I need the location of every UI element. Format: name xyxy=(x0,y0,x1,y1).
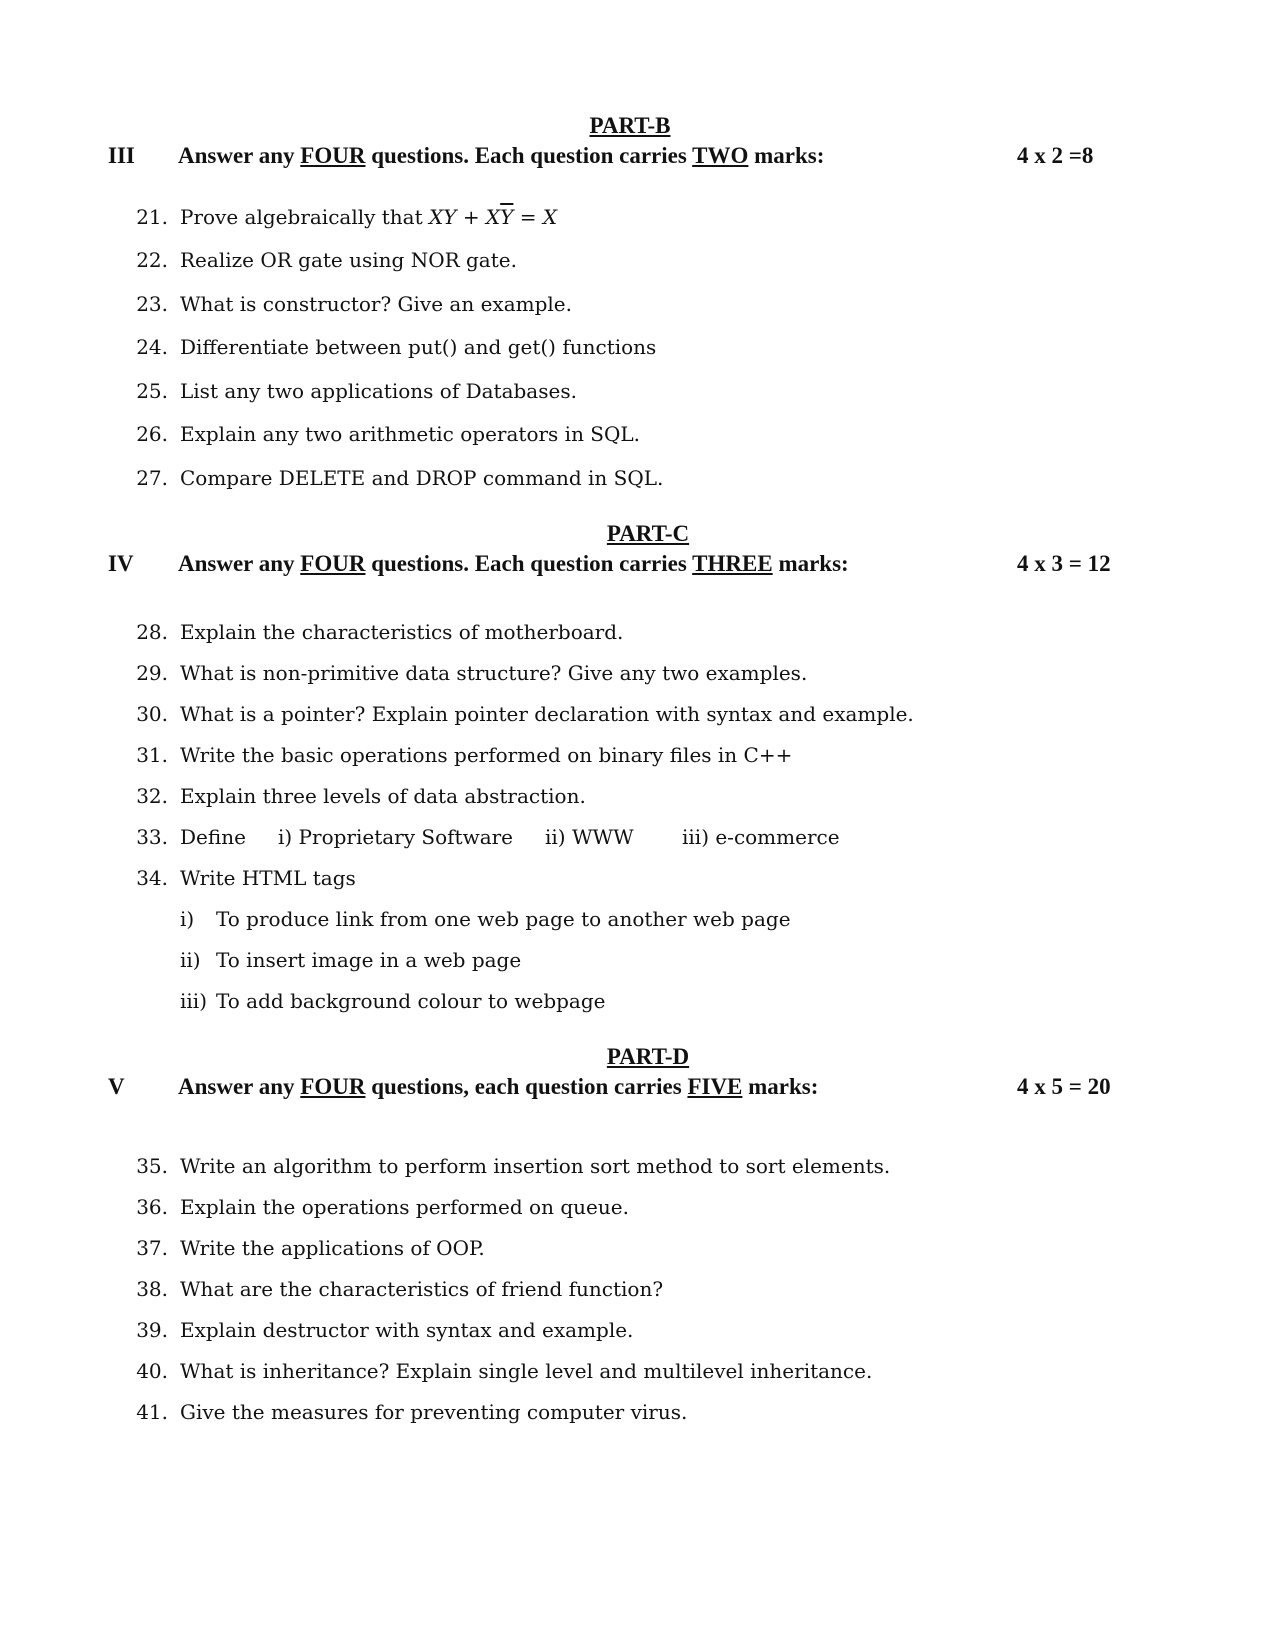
question-text: Explain any two arithmetic operators in SQL. xyxy=(180,422,641,446)
question-text: Explain the operations performed on queue. xyxy=(180,1195,629,1219)
subpart-text: To add background colour to webpage xyxy=(216,989,606,1013)
question-text: What are the characteristics of friend function? xyxy=(180,1277,664,1301)
question-number: 37. xyxy=(136,1236,168,1260)
define-item-i: i) Proprietary Software xyxy=(278,825,514,849)
subpart-label: ii) xyxy=(180,948,201,972)
question-number: 30. xyxy=(136,702,168,726)
question-text: What is non-primitive data structure? Give any two examples. xyxy=(180,661,808,685)
question-text: Explain three levels of data abstraction. xyxy=(180,784,586,808)
question-number: 29. xyxy=(136,661,168,685)
question-text: List any two applications of Databases. xyxy=(180,378,577,403)
question-number: 40. xyxy=(136,1359,168,1383)
define-item-ii: ii) WWW xyxy=(545,825,634,849)
question-number: 27. xyxy=(136,465,168,490)
question-number: 22. xyxy=(136,248,168,272)
subpart-label: i) xyxy=(180,907,195,931)
subpart-text: To insert image in a web page xyxy=(216,948,522,972)
part-d-title: PART-D xyxy=(606,1044,690,1069)
part-b-title: PART-B xyxy=(589,113,671,138)
question-text: What is a pointer? Explain pointer declaration with syntax and example. xyxy=(180,702,914,726)
part-d-marks: 4 x 5 = 20 xyxy=(1017,1074,1111,1099)
question-number: 21. xyxy=(136,205,168,229)
define-label: Define xyxy=(180,825,246,849)
question-text: What is inheritance? Explain single level and multilevel inheritance. xyxy=(180,1359,873,1383)
question-text: What is constructor? Give an example. xyxy=(180,291,572,316)
question-number: 31. xyxy=(136,743,168,767)
part-b-instruction: Answer any FOUR questions. Each question carries TWO marks: xyxy=(178,143,825,168)
question-number: 38. xyxy=(136,1277,168,1301)
part-d-instruction: Answer any FOUR questions, each question carries FIVE marks: xyxy=(178,1074,819,1099)
part-c-marks: 4 x 3 = 12 xyxy=(1017,551,1111,576)
boolean-expression: XY + $X\overline{Y} = X$ xyxy=(429,205,558,229)
question-number: 23. xyxy=(136,291,168,316)
question-34-subpart xyxy=(180,948,521,972)
subpart-text: To produce link from one web page to another web page xyxy=(216,907,791,931)
part-c-instruction: Answer any FOUR questions. Each question carries THREE marks: xyxy=(178,551,849,576)
question-text: Prove algebraically that XY + $X\overline{Y} = X$ xyxy=(180,205,558,229)
question-number: 25. xyxy=(136,378,168,403)
question-number: 36. xyxy=(136,1195,168,1219)
question-text: Write HTML tags xyxy=(180,866,356,890)
question-text: Give the measures for preventing computer virus. xyxy=(180,1400,688,1424)
question-34-subpart xyxy=(180,989,605,1013)
question-text: Realize OR gate using NOR gate. xyxy=(180,248,517,272)
question-number: 39. xyxy=(136,1318,168,1342)
question-number: 28. xyxy=(136,620,168,644)
section-number-iv: IV xyxy=(108,551,134,576)
question-text: Explain the characteristics of motherboard. xyxy=(180,620,624,644)
part-b-marks: 4 x 2 =8 xyxy=(1017,143,1094,168)
question-text: Explain destructor with syntax and example. xyxy=(180,1318,634,1342)
question-number: 33. xyxy=(136,825,168,849)
subpart-label: iii) xyxy=(180,989,207,1013)
define-item-iii: iii) e-commerce xyxy=(682,825,840,849)
question-number: 34. xyxy=(136,866,168,890)
question-text: Write an algorithm to perform insertion sort method to sort elements. xyxy=(180,1154,891,1178)
question-number: 32. xyxy=(136,784,168,808)
question-text: Differentiate between put() and get() functions xyxy=(180,335,657,359)
question-number: 24. xyxy=(136,335,168,359)
question-number: 26. xyxy=(136,422,168,446)
question-34-subpart xyxy=(180,907,791,931)
section-number-v: V xyxy=(108,1074,125,1099)
question-text: Write the applications of OOP. xyxy=(180,1236,485,1260)
section-number-iii: III xyxy=(108,143,135,168)
question-number: 35. xyxy=(136,1154,168,1178)
question-text: Compare DELETE and DROP command in SQL. xyxy=(180,465,664,490)
part-c-title: PART-C xyxy=(606,521,690,546)
question-number: 41. xyxy=(136,1400,168,1424)
question-text: Write the basic operations performed on binary files in C++ xyxy=(180,743,793,767)
